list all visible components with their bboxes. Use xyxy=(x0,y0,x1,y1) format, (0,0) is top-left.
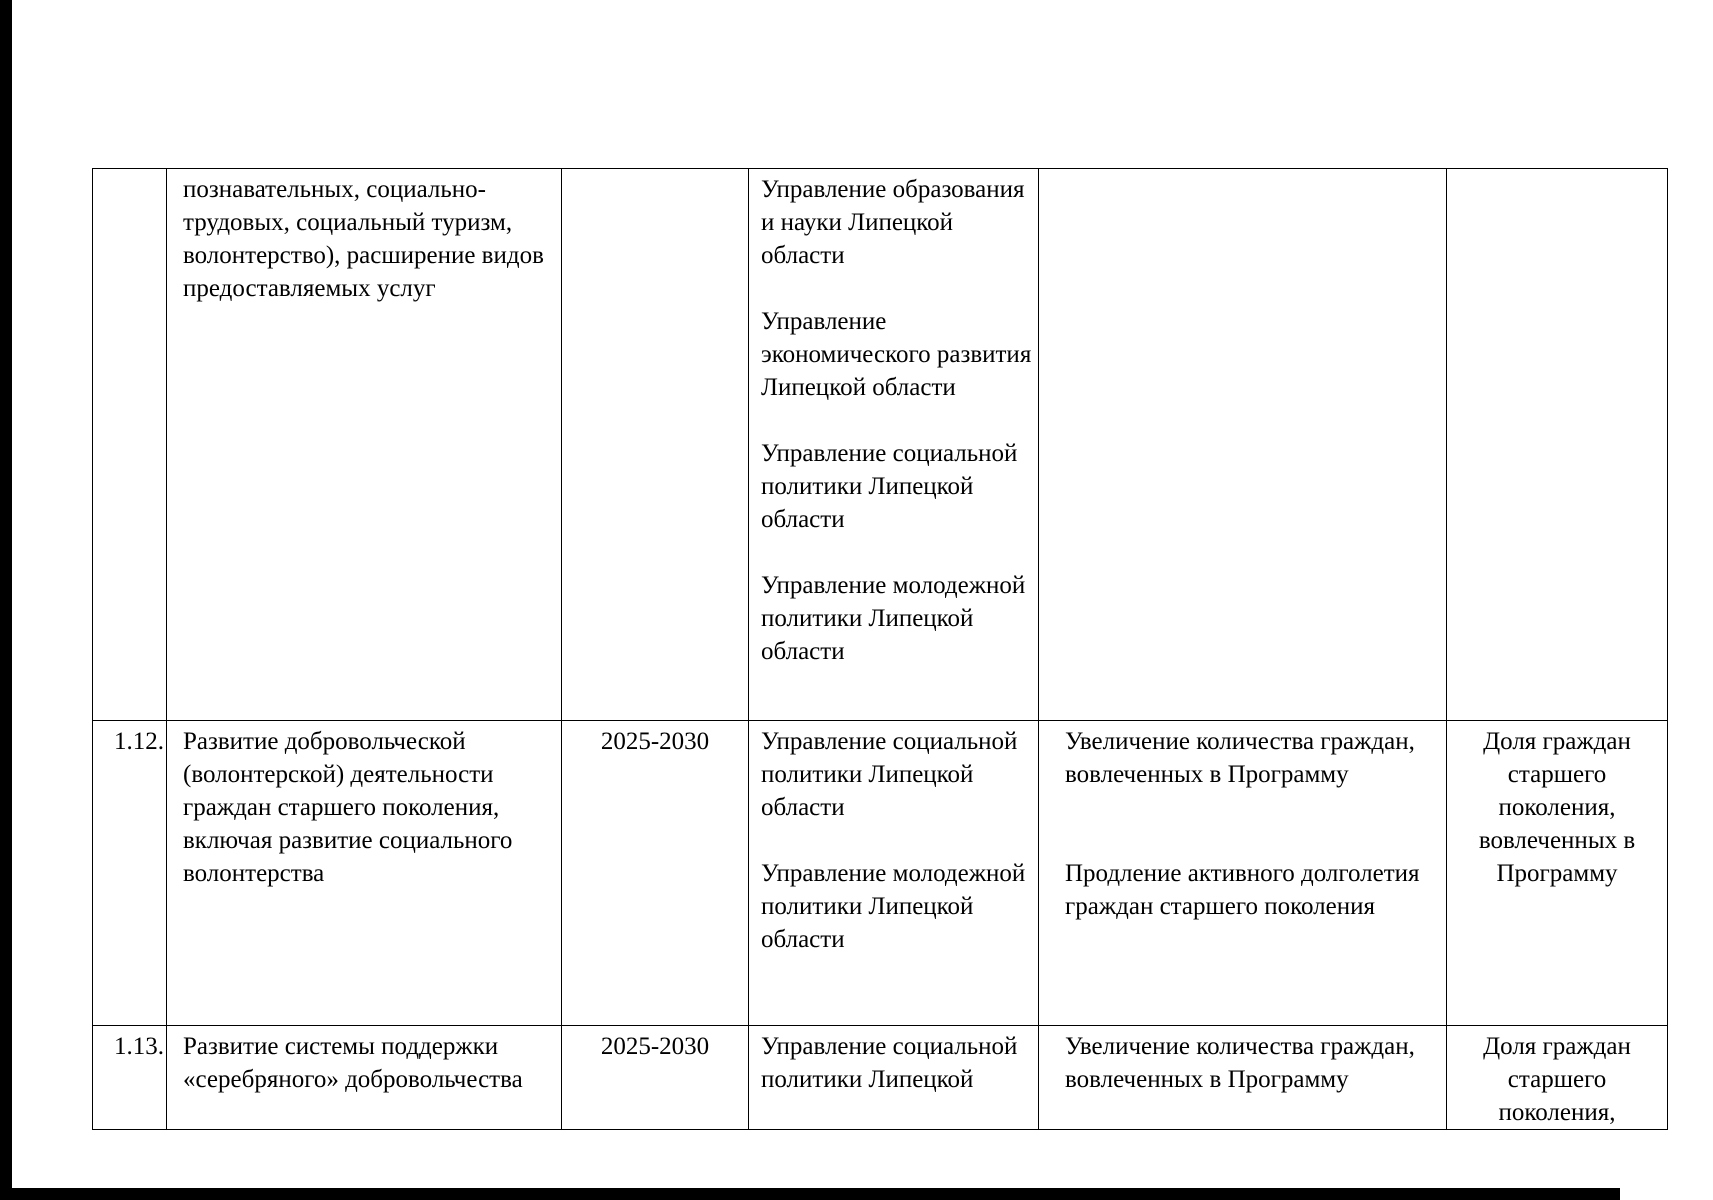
measure-results xyxy=(1039,721,1447,1026)
measure-executors xyxy=(749,169,1039,721)
executor-item: Управление образования и науки Липецкой области xyxy=(761,176,1025,269)
executor-item: Управление молодежной политики Липецкой области xyxy=(761,860,1026,953)
result-item: Продление активного долголетия граждан старшего поколения xyxy=(1065,860,1420,920)
executor-item: Управление социальной политики Липецкой xyxy=(761,1033,1018,1093)
measure-name: Развитие системы поддержки «серебряного» добровольчества xyxy=(167,1026,562,1130)
measure-period: 2025-2030 xyxy=(562,721,749,1026)
row-number xyxy=(93,169,167,721)
measure-period: 2025-2030 xyxy=(562,1026,749,1130)
row-number: 1.12. xyxy=(93,721,167,1026)
measure-indicator xyxy=(1447,169,1668,721)
measure-executors xyxy=(749,1026,1039,1130)
table-row xyxy=(93,1026,1668,1130)
table-row xyxy=(93,721,1668,1026)
table-row xyxy=(93,169,1668,721)
measure-indicator: Доля граждан старшего поколения, вовлеченных в Программу xyxy=(1447,721,1668,1026)
result-item: Увеличение количества граждан, вовлеченных в Программу xyxy=(1065,1033,1415,1093)
program-measures-table xyxy=(92,168,1668,1130)
measure-executors xyxy=(749,721,1039,1026)
measure-name xyxy=(167,169,562,721)
measure-period xyxy=(562,169,749,721)
measure-results xyxy=(1039,1026,1447,1130)
row-number: 1.13. xyxy=(93,1026,167,1130)
scan-edge-left xyxy=(0,0,12,1200)
result-item: Увеличение количества граждан, вовлеченных в Программу xyxy=(1065,728,1415,788)
measure-name-text: познавательных, социально-трудовых, социальный туризм, волонтерство), расширение видов предоставляемых услуг xyxy=(183,176,544,302)
executor-item: Управление социальной политики Липецкой области xyxy=(761,728,1018,821)
executor-item: Управление экономического развития Липецкой области xyxy=(761,308,1032,401)
measure-indicator: Доля граждан старшего поколения, xyxy=(1447,1026,1668,1130)
executor-item: Управление молодежной политики Липецкой области xyxy=(761,572,1026,665)
measure-name: Развитие добровольческой (волонтерской) деятельности граждан старшего поколения, включая развитие социального волонтерства xyxy=(167,721,562,1026)
scan-edge-bottom xyxy=(0,1188,1620,1200)
executor-item: Управление социальной политики Липецкой области xyxy=(761,440,1018,533)
measure-results xyxy=(1039,169,1447,721)
